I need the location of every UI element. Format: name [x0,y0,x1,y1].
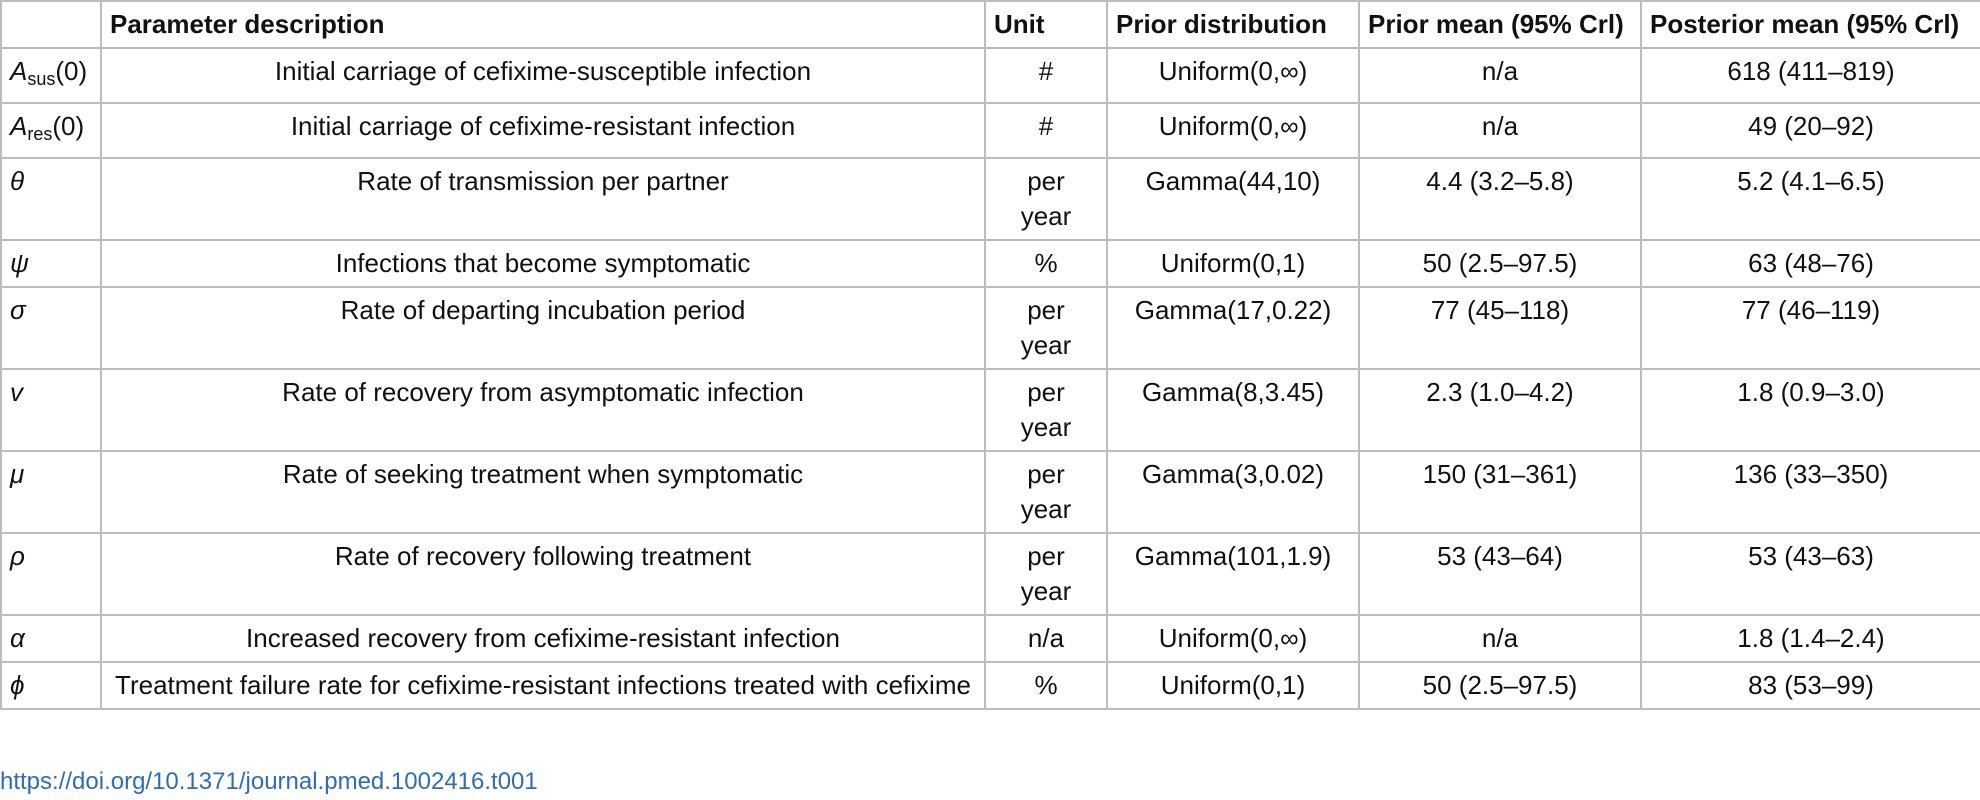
prior-distribution: Gamma(3,0.02) [1107,451,1359,533]
posterior-mean: 77 (46–119) [1641,287,1980,369]
parameter-unit: per year [985,369,1107,451]
posterior-mean: 53 (43–63) [1641,533,1980,615]
prior-distribution: Uniform(0,1) [1107,240,1359,287]
parameter-symbol [1,48,101,103]
prior-distribution: Uniform(0,1) [1107,662,1359,709]
header-prior-distribution: Prior distribution [1107,1,1359,48]
parameter-unit: % [985,662,1107,709]
parameter-description: Increased recovery from cefixime-resistant infection [101,615,985,662]
parameter-unit: # [985,103,1107,158]
parameter-symbol [1,369,101,451]
parameter-unit: per year [985,158,1107,240]
parameter-description: Rate of recovery from asymptomatic infection [101,369,985,451]
table-header-row [1,1,1980,48]
table-row [1,240,1980,287]
parameter-description: Treatment failure rate for cefixime-resistant infections treated with cefixime [101,662,985,709]
symbol-base: θ [10,166,25,196]
symbol-suffix: (0) [52,111,85,141]
table-row [1,369,1980,451]
prior-distribution: Gamma(44,10) [1107,158,1359,240]
symbol-base: ϕ [10,670,25,700]
parameter-description: Rate of departing incubation period [101,287,985,369]
prior-distribution: Gamma(8,3.45) [1107,369,1359,451]
parameter-symbol [1,103,101,158]
parameter-unit: n/a [985,615,1107,662]
doi-link[interactable]: https://doi.org/10.1371/journal.pmed.1002416.t001 [0,768,538,795]
posterior-mean: 63 (48–76) [1641,240,1980,287]
table-row [1,103,1980,158]
parameter-unit: # [985,48,1107,103]
prior-mean: 50 (2.5–97.5) [1359,662,1641,709]
table-row [1,287,1980,369]
symbol-subscript: sus [27,69,56,89]
header-unit: Unit [985,1,1107,48]
prior-mean: 4.4 (3.2–5.8) [1359,158,1641,240]
parameter-description: Rate of recovery following treatment [101,533,985,615]
parameter-unit: per year [985,287,1107,369]
parameter-symbol [1,615,101,662]
prior-mean: 2.3 (1.0–4.2) [1359,369,1641,451]
symbol-base: ψ [10,248,29,278]
prior-distribution: Uniform(0,∞) [1107,615,1359,662]
table-row [1,158,1980,240]
posterior-mean: 83 (53–99) [1641,662,1980,709]
parameter-unit: per year [985,533,1107,615]
posterior-mean: 49 (20–92) [1641,103,1980,158]
parameter-description: Rate of transmission per partner [101,158,985,240]
prior-mean: 77 (45–118) [1359,287,1641,369]
parameter-symbol [1,451,101,533]
table-row [1,451,1980,533]
table-row [1,662,1980,709]
prior-mean: 53 (43–64) [1359,533,1641,615]
prior-mean: n/a [1359,103,1641,158]
parameter-unit: per year [985,451,1107,533]
prior-distribution: Uniform(0,∞) [1107,103,1359,158]
header-symbol [1,1,101,48]
symbol-base: ρ [10,541,25,571]
parameter-description: Initial carriage of cefixime-resistant infection [101,103,985,158]
prior-mean: 50 (2.5–97.5) [1359,240,1641,287]
prior-distribution: Gamma(101,1.9) [1107,533,1359,615]
posterior-mean: 1.8 (1.4–2.4) [1641,615,1980,662]
parameter-description: Initial carriage of cefixime-susceptible infection [101,48,985,103]
prior-mean: n/a [1359,615,1641,662]
symbol-base: μ [10,459,25,489]
header-posterior-mean: Posterior mean (95% Crl) [1641,1,1980,48]
symbol-base: A [10,56,28,86]
parameter-symbol [1,158,101,240]
prior-mean: n/a [1359,48,1641,103]
symbol-base: v [10,377,23,407]
parameter-symbol [1,287,101,369]
parameter-symbol [1,662,101,709]
symbol-base: σ [10,295,26,325]
prior-distribution: Gamma(17,0.22) [1107,287,1359,369]
prior-distribution: Uniform(0,∞) [1107,48,1359,103]
symbol-base: A [10,111,28,141]
header-description: Parameter description [101,1,985,48]
prior-mean: 150 (31–361) [1359,451,1641,533]
posterior-mean: 136 (33–350) [1641,451,1980,533]
parameter-description: Rate of seeking treatment when symptomatic [101,451,985,533]
posterior-mean: 5.2 (4.1–6.5) [1641,158,1980,240]
symbol-suffix: (0) [55,56,88,86]
table-row [1,615,1980,662]
table-row [1,48,1980,103]
posterior-mean: 618 (411–819) [1641,48,1980,103]
parameter-description: Infections that become symptomatic [101,240,985,287]
symbol-base: α [10,623,25,653]
table-body [1,48,1980,709]
table-row [1,533,1980,615]
parameter-symbol [1,240,101,287]
parameter-unit: % [985,240,1107,287]
header-prior-mean: Prior mean (95% Crl) [1359,1,1641,48]
parameter-symbol [1,533,101,615]
symbol-subscript: res [27,124,53,144]
posterior-mean: 1.8 (0.9–3.0) [1641,369,1980,451]
